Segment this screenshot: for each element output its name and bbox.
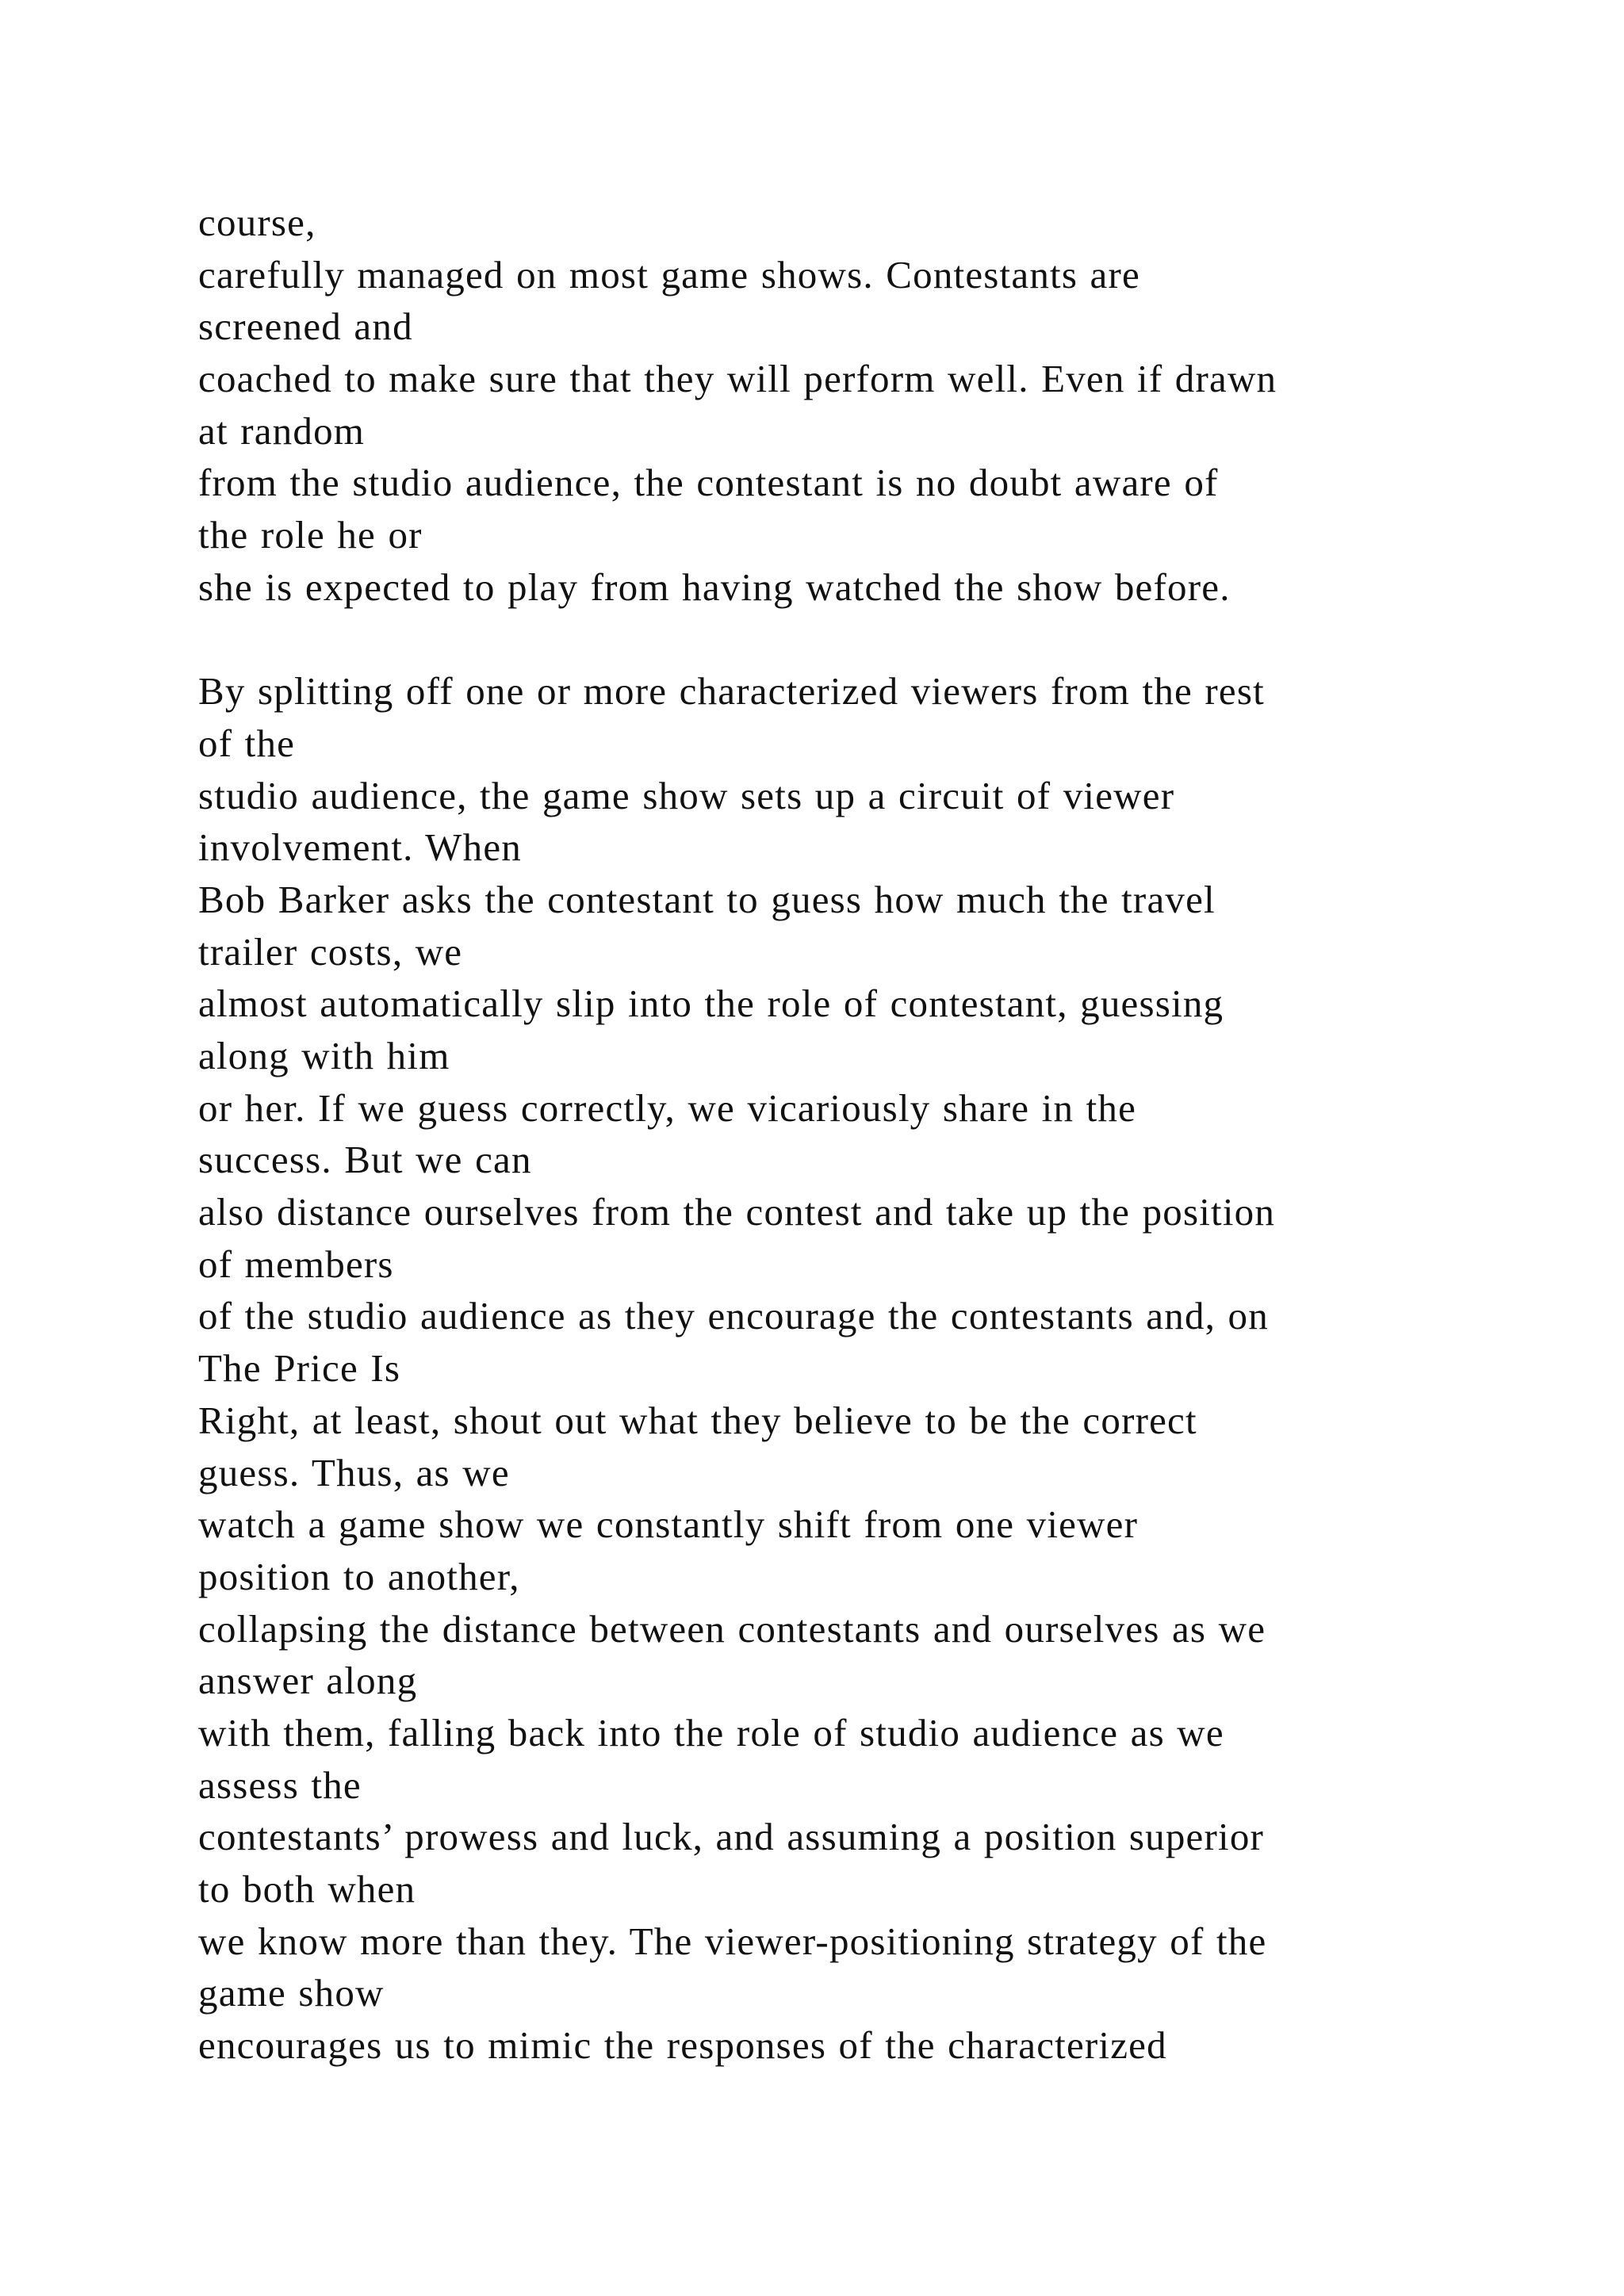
text-line: of the <box>198 721 296 765</box>
text-line: trailer costs, we <box>198 929 463 974</box>
text-line: coached to make sure that they will perform well. Even if drawn <box>198 357 1277 401</box>
text-line: assess the <box>198 1762 362 1807</box>
text-line: studio audience, the game show sets up a circuit of viewer <box>198 773 1175 817</box>
text-line: at random <box>198 408 366 453</box>
text-line: watch a game show we constantly shift from one viewer <box>198 1502 1139 1547</box>
text-line: of the studio audience as they encourage the contestants and, on <box>198 1294 1269 1338</box>
text-line: with them, falling back into the role of studio audience as we <box>198 1710 1224 1755</box>
text-line: screened and <box>198 304 413 349</box>
text-line: carefully managed on most game shows. Contestants are <box>198 252 1140 297</box>
body-text <box>198 197 1507 2072</box>
text-line: also distance ourselves from the contest and take up the position <box>198 1190 1276 1234</box>
text-line: course, <box>198 201 316 244</box>
text-line: Right, at least, shout out what they believe to be the correct <box>198 1398 1197 1442</box>
text-line: guess. Thus, as we <box>198 1450 510 1494</box>
text-line: or her. If we guess correctly, we vicariously share in the <box>198 1085 1137 1130</box>
text-line: of members <box>198 1242 394 1286</box>
paragraph-break <box>198 614 1507 666</box>
text-line: from the studio audience, the contestant is no doubt aware of <box>198 461 1219 505</box>
text-line: almost automatically slip into the role of contestant, guessing <box>198 982 1224 1026</box>
text-line: By splitting off one or more characterized viewers from the rest <box>198 669 1265 714</box>
text-line: involvement. When <box>198 825 522 870</box>
paragraph-1 <box>198 197 1507 614</box>
text-line: along with him <box>198 1034 450 1077</box>
text-line: collapsing the distance between contestants and ourselves as we <box>198 1606 1266 1651</box>
text-line: success. But we can <box>198 1138 532 1182</box>
text-line: we know more than they. The viewer-positioning strategy of the <box>198 1919 1267 1963</box>
text-line: she is expected to play from having watched the show before. <box>198 564 1231 609</box>
text-line: to both when <box>198 1867 416 1911</box>
text-line: game show <box>198 1971 385 2015</box>
text-line: answer along <box>198 1659 418 1703</box>
text-line: encourages us to mimic the responses of the characterized <box>198 2023 1167 2068</box>
paragraph-2 <box>198 665 1507 2072</box>
text-line: the role he or <box>198 513 423 557</box>
text-line: position to another, <box>198 1554 520 1598</box>
text-line: contestants’ prowess and luck, and assuming a position superior <box>198 1815 1265 1859</box>
text-line: The Price Is <box>198 1346 401 1391</box>
text-line: Bob Barker asks the contestant to guess how much the travel <box>198 877 1216 921</box>
